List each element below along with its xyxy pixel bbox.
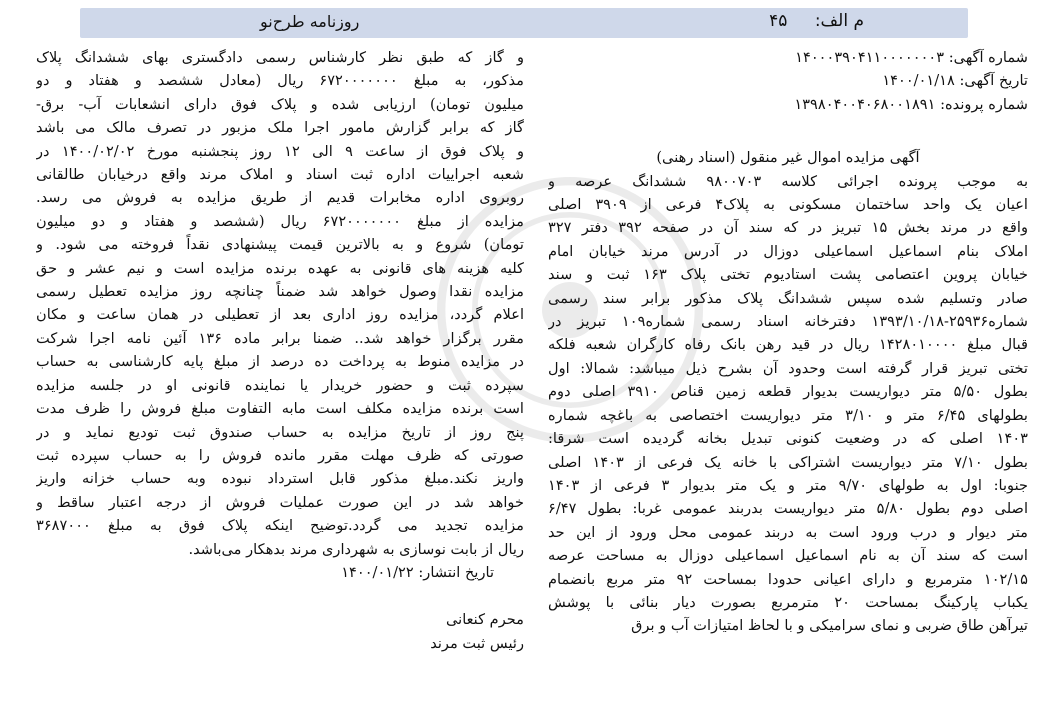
text-line: و پلاک فوق از ساعت ۹ الی ۱۲ روز پنجشنبه مورخ ۱۴۰۰/۰۲/۰۲ در [36,142,524,160]
right-body-text [548,170,1028,638]
text-line: صورتی که ظرف مهلت مقرر مانده فروش را به حساب سپرده ثبت [36,446,524,464]
text-line: واقع در مرند بخش ۱۵ تبریز در که سند آن در صفحه ۳۹۲ دفتر ۳۲۷ [548,219,1028,237]
publish-date: تاریخ انتشار: ۱۴۰۰/۰۱/۲۲ [341,563,494,581]
text-line: ۱۰۲/۱۵ مترمربع و دارای اعیانی حدودا بمساحت ۹۲ متر مربع بانضمام [548,570,1028,588]
left-column [36,46,524,655]
text-line: سپرده ثبت و حضور خریدار یا نماینده قانونی او در جلسه مزایده [36,376,524,394]
text-line: پنج روز از تاریخ مزایده به حساب صندوق ثبت تودیع نماید و در [36,423,524,441]
text-line: مزایده تجدید می گردد.توضیح اینکه پلاک فوق به مبلغ ۳۶۸۷۰۰۰ [36,517,524,535]
text-line: اصلی دوم بطول ۵/۸۰ متر دیواریست بدربند عمومی غربا: بطول ۶/۴۷ [548,500,1028,518]
ad-title: آگهی مزایده اموال غیر منقول (اسناد رهنی) [656,149,920,167]
text-line: قبال مبلغ ۱۴۲۸۰۱۰۰۰۰ ریال در قید رهن بانک رفاه کارگران شعبه فلکه [548,336,1028,354]
right-column [548,46,1028,638]
text-line: روبروی اداره مخابرات قدیم از طریق مزایده به فروش می رسد. [36,189,524,207]
text-line: بطول ۵/۵۰ متر دیواریست بدیوار قطعه زمین قناص ۳۹۱۰ اصلی دوم [548,383,1028,401]
text-line: ۱۴۰۳ اصلی که در وضعیت کنونی تبدیل بخانه گردیده است شرقا: [548,430,1028,448]
text-line: مزایده نقدا وصول خواهد شد ضمناً چنانچه روز مزایده تعطیل رسمی [36,283,524,301]
text-line: شماره۲۵۹۳۶-۱۳۹۳/۱۰/۱۸ دفترخانه اسناد رسمی شماره۱۰۹ تبریز در [548,313,1028,331]
text-line: املاک بنام اسماعیل اسماعیلی دوزال در آدرس مرند خیابان امام [548,242,1028,260]
text-line: صادر وتسلیم شده سپس ششدانگ پلاک مذکور برابر سند رسمی [548,289,1028,307]
signer-name: محرم کنعانی [445,611,524,629]
text-line: ریال از بابت نوسازی به شهرداری مرند بدهکار می‌باشد. [188,540,524,558]
issue-number: ۴۵ [769,11,788,31]
left-body-text [36,46,524,561]
ad-number: شماره آگهی: ۱۴۰۰۰۳۹۰۴۱۱۰۰۰۰۰۰۰۳ [795,49,1028,66]
ad-date: تاریخ آگهی: ۱۴۰۰/۰۱/۱۸ [882,72,1028,90]
issue-label: م الف: [814,11,864,31]
text-line: خیابان پروین اعتصامی پشت استادیوم تختی پلاک ۱۶۳ ثبت و سند [548,266,1028,284]
text-line: یکباب پارکینگ بمساحت ۲۰ مترمربع بصورت دیار بنائی با پوشش [548,593,1028,611]
header-bar [80,8,968,38]
text-line: مقرر برگزار خواهد شد.. ضمنا برابر ماده ۱۳۶ آئین نامه اجرا شرکت [36,329,524,347]
text-line: بطول ۷/۱۰ متر دیواریست اشتراکی با خانه یک فرعی از ۱۴۰۳ اصلی [548,453,1028,471]
text-line: گاز که برابر گزارش مامور اجرا ملک مزبور در تصرف مالک می باشد [36,119,524,137]
signature-block [36,608,524,655]
text-line: در مزایده منوط به پرداخت ده درصد از مبلغ پایه کارشناسی به حساب [36,353,524,371]
text-line: مزایده از مبلغ ۶۷۲۰۰۰۰۰۰۰ ریال (ششصد و هفتاد و دو میلیون [36,212,524,230]
issue-info [769,11,864,31]
text-line: تیرآهن طاق ضربی و نمای سرامیکی و با لحاظ امتیازات آب و برق [631,617,1028,635]
text-line: کلیه هزینه های قانونی به عهده برنده مزایده است و نیم عشر و حق [36,259,524,277]
text-line: اعیان یک واحد ساختمان مسکونی به پلاک۴ فرعی از ۳۹۰۹ اصلی [548,196,1028,214]
text-line: تختی تبریز قرار گرفته است وحدود آن بشرح ذیل میباشد: شمالا: اول [548,359,1028,377]
text-line: مذکور، به مبلغ ۶۷۲۰۰۰۰۰۰۰ ریال (معادل ششصد و هفتاد و دو [36,72,524,90]
text-line: تومان) شروع و به بالاترین قیمت پیشنهادی نقداً فروخته می شود. و [36,236,524,254]
text-line: بطولهای ۶/۴۵ متر و ۳/۱۰ متر دیواریست اختصاصی به باغچه شماره [548,406,1028,424]
text-line: میلیون تومان) ارزیابی شده و پلاک فوق دارای انشعابات آب- برق- [36,95,524,113]
signer-title: رئیس ثبت مرند [430,634,524,652]
text-line: واریز نکند.مبلغ مذکور قابل استرداد نبوده وبه حساب خزانه واریز [36,470,524,488]
text-line: جنوبا: اول به طولهای ۹/۷۰ متر و یک متر بدیوار ۳ فرعی از ۱۴۰۳ [548,476,1028,494]
text-line: و گاز که طبق نظر کارشناس رسمی دادگستری بهای ششدانگ پلاک [36,49,524,66]
text-line: است برنده مزایده مکلف است مابه التفاوت مبلغ فروش را ظرف مدت [36,400,524,418]
text-line: اعلام گردد، مزایده روز اداری بعد از تعطیلی در همان ساعت و مکان [36,306,524,324]
text-line: است که سند آن به نام اسماعیل اسماعیلی دوزال به مساحت عرصه [548,547,1028,565]
newspaper-name: روزنامه طرح‌نو [260,12,360,31]
text-line: شعبه اجراییات اداره ثبت اسناد و املاک مرند واقع درخیابان طالقانی [36,166,524,184]
case-number: شماره پرونده: ۱۳۹۸۰۴۰۰۴۰۶۸۰۰۱۸۹۱ [794,95,1028,113]
text-line: متر دیوار و درب ورود است به دربند عمومی محل ورود از این حد [548,523,1028,541]
text-line: به موجب پرونده اجرائی کلاسه ۹۸۰۰۷۰۳ ششدانگ عرصه و [548,172,1028,190]
text-line: خواهد شد در این صورت عملیات فروش از درجه اعتبار ساقط و [36,493,524,511]
